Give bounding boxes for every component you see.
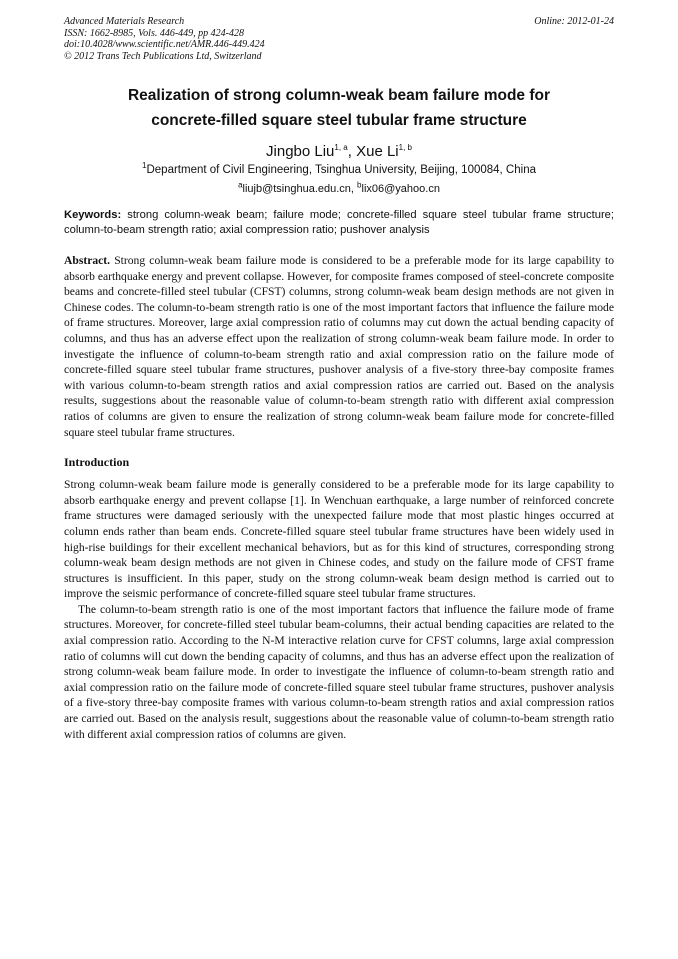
abstract — [64, 253, 614, 440]
keywords — [64, 208, 614, 238]
author-name: Jingbo Liu — [266, 143, 335, 160]
keywords-text: strong column-weak beam; failure mode; concrete-filled square steel tubular frame structure; column-to-beam strength ratio; axial compression ratio; pushover analysis — [64, 209, 614, 236]
author-separator: , — [347, 143, 357, 160]
section-heading-introduction: Introduction — [64, 455, 130, 470]
author-superscript: 1, b — [398, 143, 412, 152]
online-date: Online: 2012-01-24 — [534, 16, 614, 27]
body-paragraph: The column-to-beam strength ratio is one of the most important factors that influence the failure mode of frame structures. Moreover, for concrete-filled steel tubular beam-columns, their actual bending capacities are related to the axial compression ratio. According to the N-M interactive relation curve for CFST columns, large axial compression ratio of columns will cut down the bending capacity of columns, and thus has an adverse effect upon the realization of strong column-weak beam failure mode. In order to investigate the influence of column-to-beam strength ratio and axial compression ratio on the failure mode of concrete-filled square steel tubular frame structures, pushover analysis of a five-story three-bay composite frames with various column-to-beam strength ratios and axial compression ratios are carried out. Based on the analysis result, suggestions about the reasonable value of column-to-beam strength ratio with different axial compression ratios of columns are given. — [64, 602, 614, 741]
doi-line: doi:10.4028/www.scientific.net/AMR.446-449.424 — [64, 39, 265, 50]
email-superscript: b — [357, 180, 362, 190]
email-link[interactable]: liujb@tsinghua.edu.cn — [242, 183, 351, 195]
journal-name: Advanced Materials Research — [64, 16, 185, 27]
email-separator: , — [350, 183, 358, 195]
title-line-1: Realization of strong column-weak beam failure mode for — [127, 87, 550, 104]
author-list — [64, 143, 614, 160]
paper-title — [64, 83, 614, 133]
email-superscript: a — [238, 180, 243, 190]
affiliation-text: Department of Civil Engineering, Tsinghua University, Beijing, 100084, China — [146, 164, 536, 176]
copyright-line: © 2012 Trans Tech Publications Ltd, Switzerland — [64, 50, 262, 62]
affiliation-superscript: 1 — [142, 161, 147, 171]
email-link[interactable]: lix06@yahoo.cn — [361, 183, 440, 195]
title-line-2: concrete-filled square steel tubular frame structure — [151, 112, 527, 129]
abstract-label: Abstract. — [64, 254, 111, 267]
affiliation — [64, 161, 614, 176]
abstract-text: Strong column-weak beam failure mode is considered to be a preferable mode for its large capability to absorb earthquake energy and prevent collapse. However, for composite frames composed of steel-concrete composite beams and concrete-filled steel tubular (CFST) columns, strong column-weak beam design methods are not given in Chinese codes. The column-to-beam strength ratio is one of the most important factors that influence the failure mode of frame structures. Moreover, large axial compression ratio of columns may cut down the actual bending capacity of columns, and thus has an adverse effect upon the realization of strong column-weak beam failure mode. In order to investigate the influence of column-to-beam strength ratio and axial compression ratio on the failure mode of concrete-filled square steel tubular frame structures, pushover analysis of a five-story three-bay composite frames with various column-to-beam strength ratios and axial compression ratios are carried out. Based on the analysis results, suggestions about the reasonable value of column-to-beam strength ratio with different axial compression ratios of columns are given to ensure the realization of strong column-weak beam failure mode for concrete-filled square steel tubular frame structures. — [64, 254, 614, 439]
author-superscript: 1, a — [334, 143, 348, 152]
author-name: Xue Li — [356, 143, 399, 160]
body-paragraph: Strong column-weak beam failure mode is generally considered to be a preferable mode for its large capability to absorb earthquake energy and prevent collapse [1]. In Wenchuan earthquake, a large number of reinforced concrete frame structures were damaged seriously with the unexpected failure mode that most plastic hinges occurred at column ends rather than beam ends. Concrete-filled square steel tubular frame structures have been widely used in high-rise buildings for their excellent mechanical behaviors, but as for this kind of structures, corresponding strong column-weak beam design methods are not given in Chinese codes, and study on the failure mode of CFST frame structures is insufficient. In this paper, study on the strong column-weak beam design method is carried out to improve the seismic performance of concrete-filled square steel tubular frame structures. — [64, 478, 614, 601]
keywords-label: Keywords: — [64, 209, 122, 221]
journal-meta — [64, 16, 265, 62]
running-header — [64, 16, 614, 62]
issn-line: ISSN: 1662-8985, Vols. 446-449, pp 424-428 — [64, 27, 244, 39]
author-emails — [64, 180, 614, 195]
